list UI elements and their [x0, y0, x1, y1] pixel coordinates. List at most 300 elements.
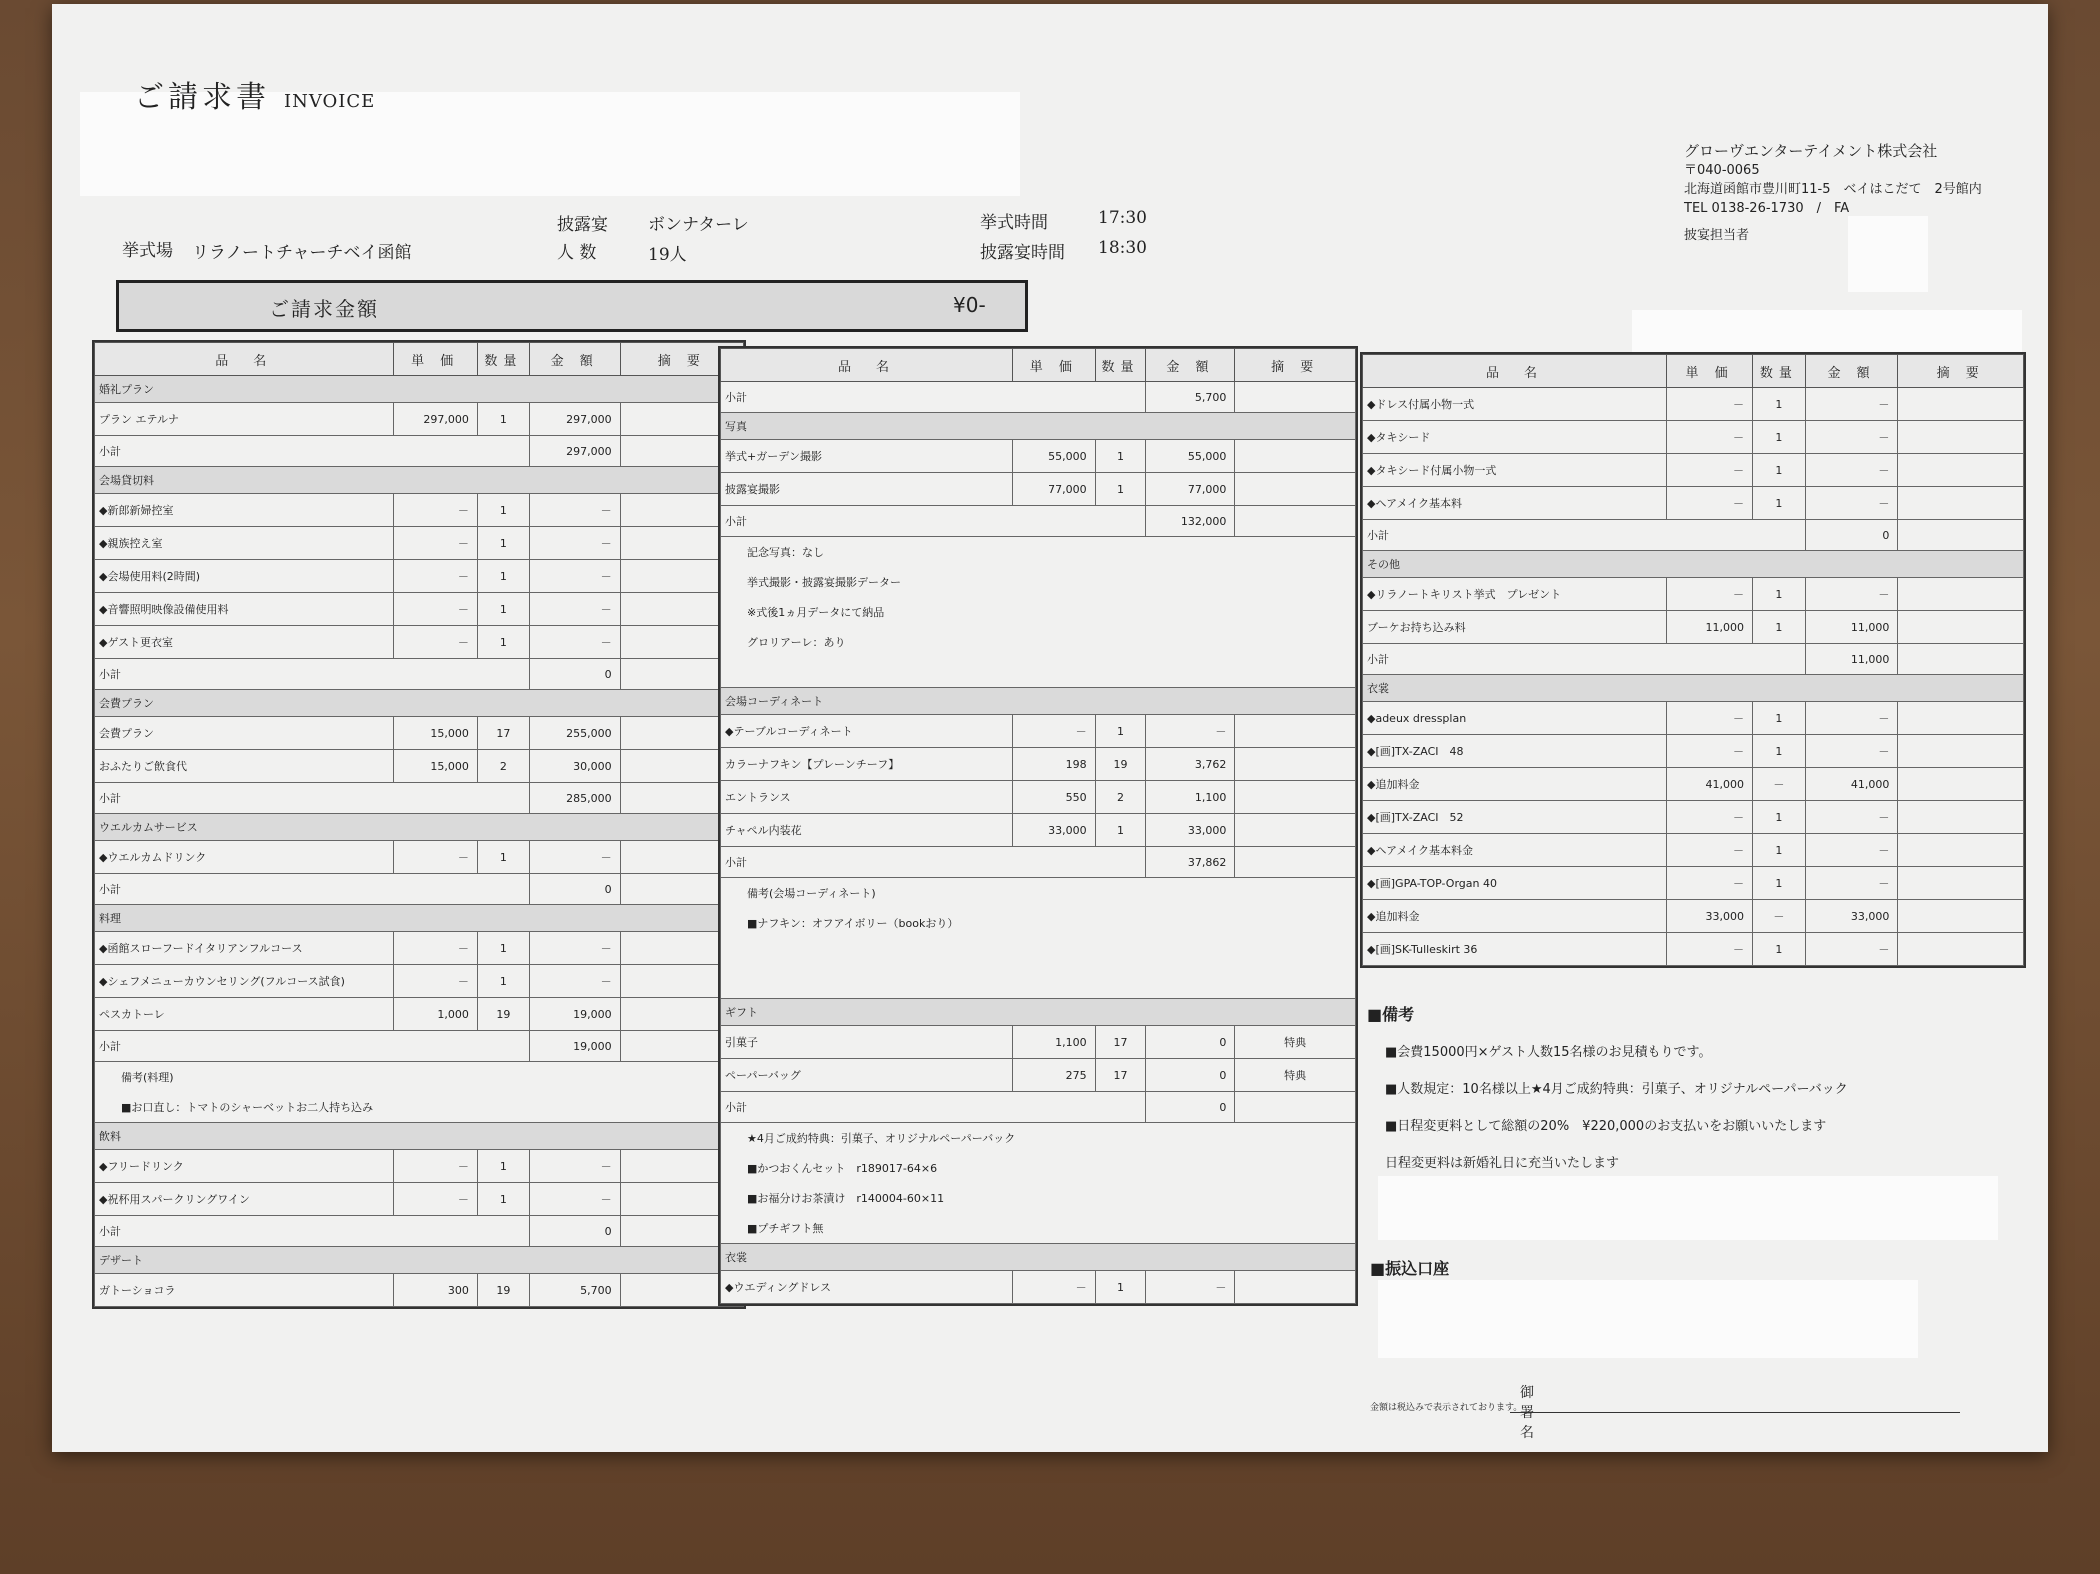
table-row — [95, 1274, 744, 1307]
line-note: 特典 — [1235, 1026, 1356, 1059]
unit-price: 297,000 — [393, 403, 477, 436]
unit-price: － — [1667, 487, 1753, 520]
item-table-col1 — [92, 340, 746, 1309]
subtotal-amount: 0 — [529, 874, 620, 905]
section-title: 飲料 — [95, 1123, 744, 1150]
note-text: 備考(会場コーディネート) — [721, 878, 1356, 909]
section-row — [95, 376, 744, 403]
subtotal-amount: 0 — [1146, 1092, 1235, 1123]
quantity: 2 — [1095, 781, 1146, 814]
note-text: 記念写真：なし — [721, 537, 1356, 568]
subtotal-amount: 285,000 — [529, 783, 620, 814]
unit-price: 33,000 — [1667, 900, 1753, 933]
subtotal-row — [95, 783, 744, 814]
item-table — [1362, 354, 2024, 966]
subtotal-label: 小計 — [1363, 520, 1806, 551]
col-qty-header: 数量 — [1752, 355, 1805, 388]
line-amount: － — [529, 932, 620, 965]
note-row — [721, 597, 1356, 627]
staff-label: 披宴担当者 — [1684, 228, 1750, 243]
unit-price: 33,000 — [1013, 814, 1096, 847]
item-name: ペーパーバッグ — [721, 1059, 1013, 1092]
quantity: 1 — [1752, 421, 1805, 454]
table-row — [1363, 933, 2024, 966]
line-amount: 0 — [1146, 1059, 1235, 1092]
table-header-row — [1363, 355, 2024, 388]
table-row — [1363, 421, 2024, 454]
col-qty-header: 数量 — [1095, 349, 1146, 382]
line-amount: － — [1146, 1271, 1235, 1304]
bank-account-heading: ■振込口座 — [1370, 1259, 1450, 1278]
item-name: ◆[画]TX-ZACI 52 — [1363, 801, 1667, 834]
quantity: 1 — [1752, 867, 1805, 900]
unit-price: － — [1667, 702, 1753, 735]
unit-price: 55,000 — [1013, 440, 1096, 473]
line-amount: － — [1805, 421, 1898, 454]
line-amount: 297,000 — [529, 403, 620, 436]
invoice-sheet — [52, 4, 2048, 1452]
table-row — [1363, 702, 2024, 735]
table-row — [721, 440, 1356, 473]
unit-price: － — [393, 1150, 477, 1183]
item-name: ◆追加料金 — [1363, 768, 1667, 801]
table-row — [95, 560, 744, 593]
col-qty-header: 数量 — [477, 343, 529, 376]
line-amount: 55,000 — [1146, 440, 1235, 473]
section-title: 会費プラン — [95, 690, 744, 717]
note-row — [95, 1062, 744, 1093]
line-amount: 33,000 — [1146, 814, 1235, 847]
col-item-header: 品 名 — [95, 343, 394, 376]
col-note-header: 摘 要 — [1235, 349, 1356, 382]
unit-price: － — [1667, 735, 1753, 768]
subtotal-row — [721, 1092, 1356, 1123]
subtotal-label: 小計 — [95, 436, 530, 467]
table-header-row — [721, 349, 1356, 382]
col-note-header: 摘 要 — [620, 343, 743, 376]
quantity: 17 — [1095, 1026, 1146, 1059]
redacted-area — [1378, 1176, 1998, 1240]
remarks-heading: ■備考 — [1367, 1005, 1415, 1024]
note-text: ※式後1ヵ月データにて納品 — [721, 597, 1356, 627]
quantity: 19 — [477, 1274, 529, 1307]
line-amount: 255,000 — [529, 717, 620, 750]
line-amount: － — [529, 527, 620, 560]
subtotal-row — [1363, 520, 2024, 551]
table-row — [95, 750, 744, 783]
col-item-header: 品 名 — [721, 349, 1013, 382]
table-row — [1363, 487, 2024, 520]
quantity: 17 — [477, 717, 529, 750]
line-amount: － — [1805, 454, 1898, 487]
item-table-col2 — [718, 346, 1358, 1306]
table-row — [95, 1150, 744, 1183]
section-title: 衣裳 — [1363, 675, 2024, 702]
subtotal-amount: 19,000 — [529, 1031, 620, 1062]
item-name: ◆adeux dressplan — [1363, 702, 1667, 735]
note-text: ★4月ご成約特典：引菓子、オリジナルペーパーバック — [721, 1123, 1356, 1154]
item-name: エントランス — [721, 781, 1013, 814]
item-name: プラン エテルナ — [95, 403, 394, 436]
unit-price: － — [393, 494, 477, 527]
redacted-area — [1632, 310, 2022, 356]
section-title: 婚礼プラン — [95, 376, 744, 403]
table-row — [1363, 867, 2024, 900]
item-name: ◆テーブルコーディネート — [721, 715, 1013, 748]
line-note — [1235, 440, 1356, 473]
col-amount-header: 金 額 — [529, 343, 620, 376]
note-cell — [1235, 382, 1356, 413]
item-table-col3 — [1360, 352, 2026, 968]
subtotal-amount: 5,700 — [1146, 382, 1235, 413]
company-address: 北海道函館市豊川町11-5 ベイはこだて 2号館内 — [1684, 182, 1982, 197]
redacted-area — [1378, 1280, 1918, 1358]
section-title: 写真 — [721, 413, 1356, 440]
subtotal-amount: 11,000 — [1805, 644, 1898, 675]
line-note — [1235, 1271, 1356, 1304]
quantity: 1 — [477, 494, 529, 527]
item-table — [720, 348, 1356, 1304]
signature-line — [1510, 1412, 1960, 1413]
quantity: 19 — [477, 998, 529, 1031]
item-name: 会費プラン — [95, 717, 394, 750]
subtotal-label: 小計 — [95, 659, 530, 690]
item-name: 披露宴撮影 — [721, 473, 1013, 506]
subtotal-amount: 0 — [529, 659, 620, 690]
line-amount: 0 — [1146, 1026, 1235, 1059]
item-name: ◆追加料金 — [1363, 900, 1667, 933]
note-cell — [1898, 644, 2024, 675]
line-amount: 3,762 — [1146, 748, 1235, 781]
item-name: ◆フリードリンク — [95, 1150, 394, 1183]
line-note — [1235, 473, 1356, 506]
remark-line: ■日程変更料として総額の20% ¥220,000のお支払いをお願いいたします — [1385, 1119, 1827, 1134]
unit-price: 1,000 — [393, 998, 477, 1031]
table-row — [721, 1059, 1356, 1092]
unit-price: 275 — [1013, 1059, 1096, 1092]
note-cell — [1235, 847, 1356, 878]
section-title: ウエルカムサービス — [95, 814, 744, 841]
signature-area — [1370, 1385, 1534, 1441]
quantity: 1 — [1095, 473, 1146, 506]
table-row — [95, 403, 744, 436]
note-row — [721, 1213, 1356, 1244]
line-amount: － — [529, 626, 620, 659]
line-amount: － — [529, 965, 620, 998]
line-amount: 77,000 — [1146, 473, 1235, 506]
col-price-header: 単 価 — [1667, 355, 1753, 388]
table-row — [721, 814, 1356, 847]
line-amount: － — [1805, 578, 1898, 611]
table-row — [95, 1183, 744, 1216]
unit-price: － — [393, 965, 477, 998]
item-name: ブーケお持ち込み料 — [1363, 611, 1667, 644]
table-header-row — [95, 343, 744, 376]
item-name: ◆ウエルカムドリンク — [95, 841, 394, 874]
item-name: ◆会場使用料(2時間) — [95, 560, 394, 593]
quantity: 1 — [477, 1183, 529, 1216]
quantity: 1 — [1752, 801, 1805, 834]
line-amount: － — [529, 560, 620, 593]
unit-price: 198 — [1013, 748, 1096, 781]
table-row — [95, 494, 744, 527]
subtotal-row — [95, 1031, 744, 1062]
unit-price: － — [1013, 1271, 1096, 1304]
item-name: ◆シェフメニューカウンセリング(フルコース試食) — [95, 965, 394, 998]
table-row — [95, 717, 744, 750]
reception-value: ボンナターレ — [648, 215, 749, 235]
subtotal-row — [721, 847, 1356, 878]
section-title: 料理 — [95, 905, 744, 932]
line-note — [1898, 768, 2024, 801]
section-title: 会場貸切料 — [95, 467, 744, 494]
subtotal-label: 小計 — [721, 506, 1146, 537]
quantity: 1 — [477, 403, 529, 436]
unit-price: － — [1667, 801, 1753, 834]
table-row — [721, 781, 1356, 814]
unit-price: 11,000 — [1667, 611, 1753, 644]
item-name: ◆[画]TX-ZACI 48 — [1363, 735, 1667, 768]
line-amount: 5,700 — [529, 1274, 620, 1307]
unit-price: 15,000 — [393, 750, 477, 783]
quantity: 1 — [1752, 388, 1805, 421]
item-name: ◆ゲスト更衣室 — [95, 626, 394, 659]
item-name: チャペル内装花 — [721, 814, 1013, 847]
col-amount-header: 金 額 — [1805, 355, 1898, 388]
item-name: ◆函館スローフードイタリアンフルコース — [95, 932, 394, 965]
remarks-section — [1367, 1002, 2027, 1189]
item-name: ◆祝杯用スパークリングワイン — [95, 1183, 394, 1216]
section-row — [95, 690, 744, 717]
note-row — [95, 1092, 744, 1123]
line-note — [1898, 867, 2024, 900]
note-text: グロリアーレ：あり — [721, 627, 1356, 657]
remark-line: ■人数規定：10名様以上★4月ご成約特典：引菓子、オリジナルペーパーバック — [1385, 1082, 1848, 1097]
line-amount: － — [1805, 933, 1898, 966]
item-name: ◆ヘアメイク基本料金 — [1363, 834, 1667, 867]
table-row — [1363, 388, 2024, 421]
subtotal-amount: 297,000 — [529, 436, 620, 467]
quantity: － — [1752, 900, 1805, 933]
section-title: デザート — [95, 1247, 744, 1274]
quantity: 1 — [1095, 1271, 1146, 1304]
line-note — [1898, 421, 2024, 454]
unit-price: 77,000 — [1013, 473, 1096, 506]
table-row — [95, 932, 744, 965]
item-name: ◆ウエディングドレス — [721, 1271, 1013, 1304]
subtotal-label: 小計 — [721, 1092, 1146, 1123]
section-title: ギフト — [721, 999, 1356, 1026]
table-row — [1363, 735, 2024, 768]
line-note: 特典 — [1235, 1059, 1356, 1092]
unit-price: － — [1013, 715, 1096, 748]
line-amount: － — [1805, 388, 1898, 421]
subtotal-label: 小計 — [95, 783, 530, 814]
item-name: ◆ヘアメイク基本料 — [1363, 487, 1667, 520]
note-row — [721, 1153, 1356, 1183]
line-amount: － — [529, 593, 620, 626]
subtotal-row — [721, 506, 1356, 537]
remark-line: ■会費15000円×ゲスト人数15名様のお見積もりです。 — [1385, 1045, 1712, 1060]
line-note — [1898, 735, 2024, 768]
quantity: 1 — [477, 1150, 529, 1183]
table-row — [1363, 611, 2024, 644]
line-note — [1898, 578, 2024, 611]
subtotal-row — [1363, 644, 2024, 675]
line-amount: － — [1805, 834, 1898, 867]
line-amount: － — [529, 841, 620, 874]
total-amount-value: ¥0- — [953, 293, 986, 317]
unit-price: － — [1667, 388, 1753, 421]
line-note — [1898, 611, 2024, 644]
quantity: 1 — [477, 560, 529, 593]
note-row — [721, 908, 1356, 938]
unit-price: － — [1667, 834, 1753, 867]
quantity: 1 — [1752, 735, 1805, 768]
quantity: 1 — [477, 965, 529, 998]
note-text: ■お口直し：トマトのシャーベットお二人持ち込み — [95, 1092, 744, 1123]
subtotal-amount: 37,862 — [1146, 847, 1235, 878]
unit-price: － — [393, 1183, 477, 1216]
unit-price: 1,100 — [1013, 1026, 1096, 1059]
line-note — [1898, 702, 2024, 735]
quantity: 2 — [477, 750, 529, 783]
quantity: 1 — [1752, 611, 1805, 644]
quantity: 1 — [477, 841, 529, 874]
line-amount: 41,000 — [1805, 768, 1898, 801]
section-row — [95, 905, 744, 932]
section-row — [95, 1123, 744, 1150]
unit-price: － — [393, 626, 477, 659]
guests-label: 人 数 — [557, 243, 597, 263]
company-name: グローヴエンターテイメント株式会社 — [1684, 142, 1938, 160]
subtotal-label: 小計 — [95, 1031, 530, 1062]
unit-price: － — [393, 841, 477, 874]
section-row — [721, 413, 1356, 440]
reception-time-value: 18:30 — [1098, 238, 1147, 258]
line-amount: － — [529, 494, 620, 527]
unit-price: － — [393, 593, 477, 626]
company-zip: 〒040-0065 — [1684, 163, 1760, 178]
table-row — [1363, 768, 2024, 801]
reception-time-label: 披露宴時間 — [980, 243, 1065, 263]
table-row — [721, 1271, 1356, 1304]
item-name: 引菓子 — [721, 1026, 1013, 1059]
line-amount: 33,000 — [1805, 900, 1898, 933]
table-row — [721, 473, 1356, 506]
unit-price: 15,000 — [393, 717, 477, 750]
unit-price: 300 — [393, 1274, 477, 1307]
unit-price: － — [1667, 867, 1753, 900]
quantity: 1 — [1752, 702, 1805, 735]
item-name: ◆タキシード — [1363, 421, 1667, 454]
ceremony-time-value: 17:30 — [1098, 208, 1147, 228]
note-row — [721, 567, 1356, 597]
quantity: 1 — [1095, 814, 1146, 847]
unit-price: － — [1667, 421, 1753, 454]
ceremony-time-label: 挙式時間 — [980, 213, 1048, 233]
quantity: 1 — [477, 626, 529, 659]
line-amount: 19,000 — [529, 998, 620, 1031]
reception-label: 披露宴 — [557, 215, 608, 235]
quantity: 1 — [477, 527, 529, 560]
unit-price: － — [1667, 578, 1753, 611]
company-info — [1684, 142, 1982, 245]
section-title: 衣裳 — [721, 1244, 1356, 1271]
line-note — [1898, 454, 2024, 487]
quantity: － — [1752, 768, 1805, 801]
line-note — [1898, 834, 2024, 867]
unit-price: 41,000 — [1667, 768, 1753, 801]
section-row — [95, 814, 744, 841]
item-name: ◆[画]GPA-TOP-Organ 40 — [1363, 867, 1667, 900]
line-note — [1898, 900, 2024, 933]
item-name: ◆[画]SK-Tulleskirt 36 — [1363, 933, 1667, 966]
section-title: 会場コーディネート — [721, 688, 1356, 715]
quantity: 1 — [1752, 578, 1805, 611]
note-cell — [1898, 520, 2024, 551]
unit-price: － — [393, 560, 477, 593]
subtotal-label: 小計 — [721, 847, 1146, 878]
subtotal-row — [95, 659, 744, 690]
note-text — [721, 968, 1356, 999]
item-name: ◆リラノートキリスト挙式 プレゼント — [1363, 578, 1667, 611]
guests-value: 19人 — [648, 245, 687, 265]
section-row — [721, 999, 1356, 1026]
table-row — [721, 1026, 1356, 1059]
line-note — [1235, 748, 1356, 781]
line-note — [1898, 933, 2024, 966]
note-text — [721, 938, 1356, 968]
note-text: ■かつおくんセット r189017-64×6 — [721, 1153, 1356, 1183]
venue-label: 挙式場 — [122, 241, 173, 261]
line-note — [1898, 388, 2024, 421]
quantity: 1 — [1752, 454, 1805, 487]
quantity: 1 — [477, 932, 529, 965]
note-row — [721, 537, 1356, 568]
unit-price: － — [393, 527, 477, 560]
subtotal-label: 小計 — [1363, 644, 1806, 675]
unit-price: － — [393, 932, 477, 965]
table-row — [95, 998, 744, 1031]
subtotal-amount: 132,000 — [1146, 506, 1235, 537]
section-row — [95, 467, 744, 494]
note-text: 挙式撮影・披露宴撮影データー — [721, 567, 1356, 597]
unit-price: 550 — [1013, 781, 1096, 814]
signature-label: 御署名 — [1520, 1385, 1534, 1441]
tax-note: 金額は税込みで表示されております。 — [1370, 1403, 1523, 1413]
note-cell — [1235, 1092, 1356, 1123]
table-row — [95, 626, 744, 659]
note-row — [721, 968, 1356, 999]
item-name: ◆新郎新婦控室 — [95, 494, 394, 527]
section-row — [95, 1247, 744, 1274]
subtotal-row — [95, 874, 744, 905]
line-amount: － — [1805, 867, 1898, 900]
note-row — [721, 657, 1356, 688]
quantity: 19 — [1095, 748, 1146, 781]
table-row — [95, 527, 744, 560]
item-name: カラーナフキン【プレーンチーフ】 — [721, 748, 1013, 781]
subtotal-row — [95, 1216, 744, 1247]
company-tel: TEL 0138-26-1730 / FA — [1684, 201, 1850, 216]
subtotal-amount: 0 — [529, 1216, 620, 1247]
subtotal-label: 小計 — [95, 874, 530, 905]
item-name: ガトーショコラ — [95, 1274, 394, 1307]
section-row — [721, 1244, 1356, 1271]
table-row — [1363, 578, 2024, 611]
unit-price: － — [1667, 454, 1753, 487]
